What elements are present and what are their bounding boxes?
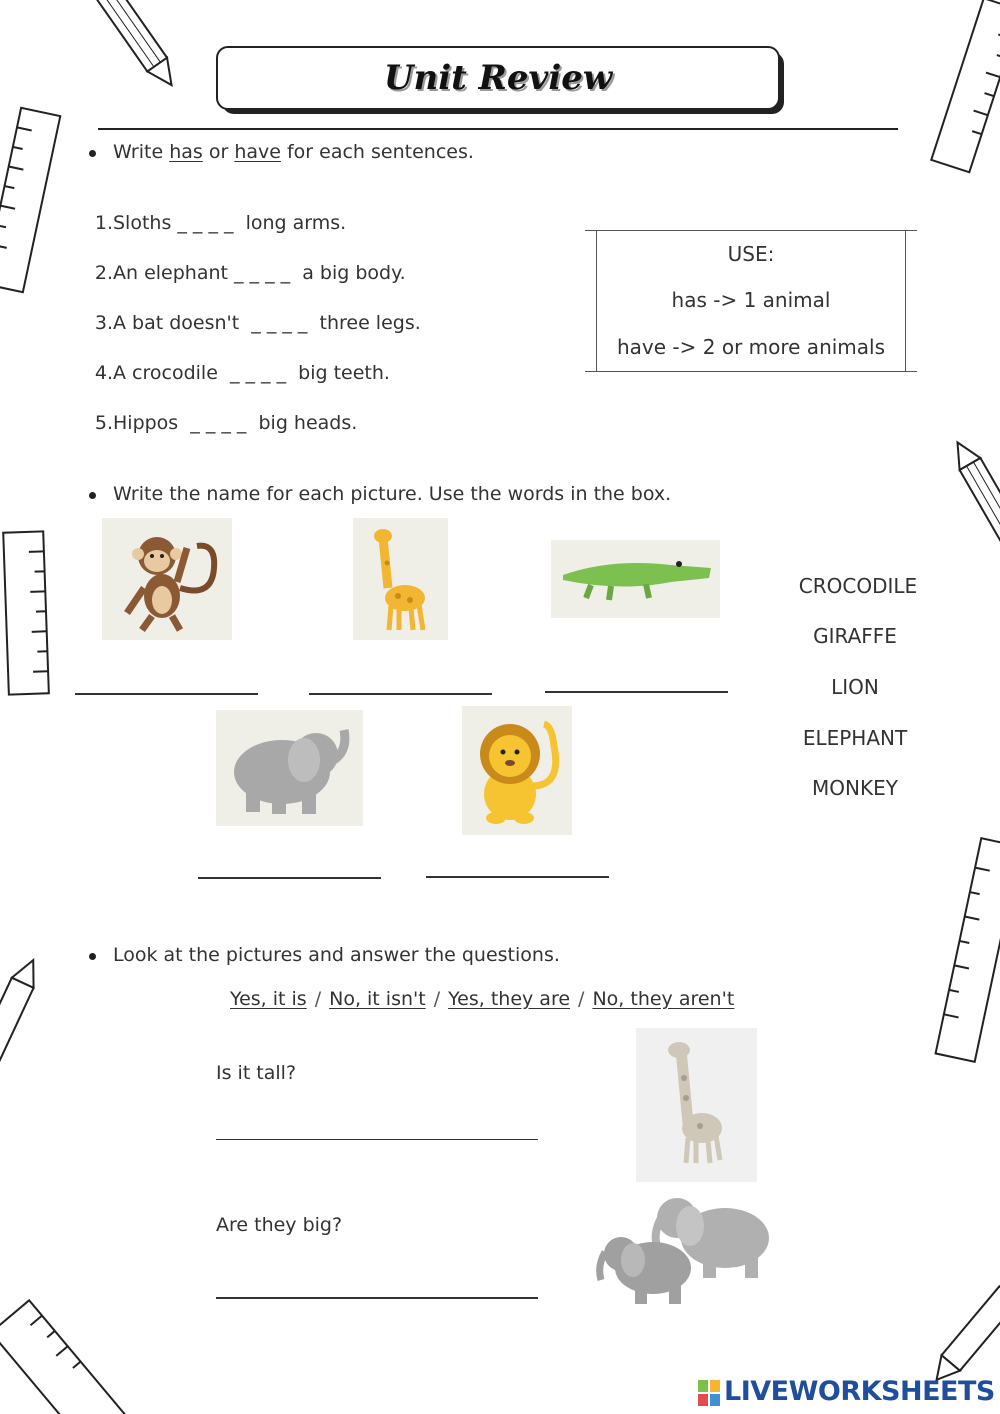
ruler-icon xyxy=(936,838,1000,1062)
use-box-heading: USE: xyxy=(727,242,775,266)
word-box-item: LION xyxy=(831,675,879,699)
answer-option[interactable]: Yes, they are xyxy=(448,988,571,1010)
elephants-picture xyxy=(595,1188,790,1310)
crocodile-icon xyxy=(551,540,720,618)
ruler-icon xyxy=(0,1300,132,1414)
use-box-rule-has: has -> 1 animal xyxy=(671,288,831,312)
pencil-icon xyxy=(927,1286,1000,1387)
answer-blank-elephant[interactable] xyxy=(198,877,381,879)
sentence-3[interactable]: 3.A bat doesn't _ _ _ _ three legs. xyxy=(94,312,421,334)
elephant-icon xyxy=(600,1237,691,1304)
section1-instruction: Write has or have for each sentences. xyxy=(113,141,474,163)
ruler-icon xyxy=(3,531,49,694)
lion-icon xyxy=(462,706,572,835)
word-box-item: CROCODILE xyxy=(798,574,918,598)
sentence-5[interactable]: 5.Hippos _ _ _ _ big heads. xyxy=(94,412,358,434)
monkey-picture xyxy=(102,518,232,640)
tall-giraffe-picture xyxy=(636,1028,757,1182)
giraffe-icon xyxy=(636,1028,757,1182)
sentence-2[interactable]: 2.An elephant _ _ _ _ a big body. xyxy=(94,262,406,284)
page-title: Unit Review xyxy=(383,58,613,98)
sentence-1[interactable]: 1.Sloths _ _ _ _ long arms. xyxy=(94,212,347,234)
section2-instruction: Write the name for each picture. Use the words in the box. xyxy=(113,483,672,505)
giraffe-picture xyxy=(353,518,448,640)
answer-blank-giraffe[interactable] xyxy=(309,693,492,695)
word-box-item: MONKEY xyxy=(812,776,898,800)
answer-options: Yes, it is / No, it isn't / Yes, they are / No, they aren't xyxy=(230,988,735,1010)
answer-option[interactable]: No, they aren't xyxy=(592,988,735,1010)
answer-option[interactable]: Yes, it is xyxy=(230,988,307,1010)
answer-blank-crocodile[interactable] xyxy=(545,691,728,693)
answer-option[interactable]: No, it isn't xyxy=(329,988,426,1010)
pencil-icon xyxy=(96,0,182,92)
section3-instruction: Look at the pictures and answer the questions. xyxy=(113,944,560,966)
liveworksheets-logo-icon xyxy=(698,1380,720,1406)
lion-picture xyxy=(462,706,572,835)
question-1: Is it tall? xyxy=(216,1062,297,1084)
liveworksheets-logo[interactable]: LIVEWORKSHEETS xyxy=(724,1376,995,1407)
sentence-4[interactable]: 4.A crocodile _ _ _ _ big teeth. xyxy=(94,362,390,384)
answer-blank-monkey[interactable] xyxy=(75,693,258,695)
word-box-item: ELEPHANT xyxy=(802,726,908,750)
answer-line-question-2[interactable] xyxy=(216,1297,538,1299)
monkey-icon xyxy=(102,518,232,640)
pencil-icon xyxy=(947,436,1000,556)
question-2: Are they big? xyxy=(216,1214,343,1236)
ruler-icon xyxy=(0,108,60,292)
use-box-rule-have: have -> 2 or more animals xyxy=(616,335,886,359)
title-box xyxy=(216,46,780,110)
use-box xyxy=(596,230,906,372)
pencil-icon xyxy=(0,955,44,1060)
elephant-icon xyxy=(216,710,363,826)
crocodile-picture xyxy=(551,540,720,618)
answer-line-question-1[interactable] xyxy=(216,1139,538,1140)
title-divider xyxy=(98,128,898,130)
answer-blank-lion[interactable] xyxy=(426,876,609,878)
elephant-picture xyxy=(216,710,363,826)
ruler-icon xyxy=(931,0,1000,172)
word-box-item: GIRAFFE xyxy=(813,624,897,648)
giraffe-icon xyxy=(353,518,448,640)
